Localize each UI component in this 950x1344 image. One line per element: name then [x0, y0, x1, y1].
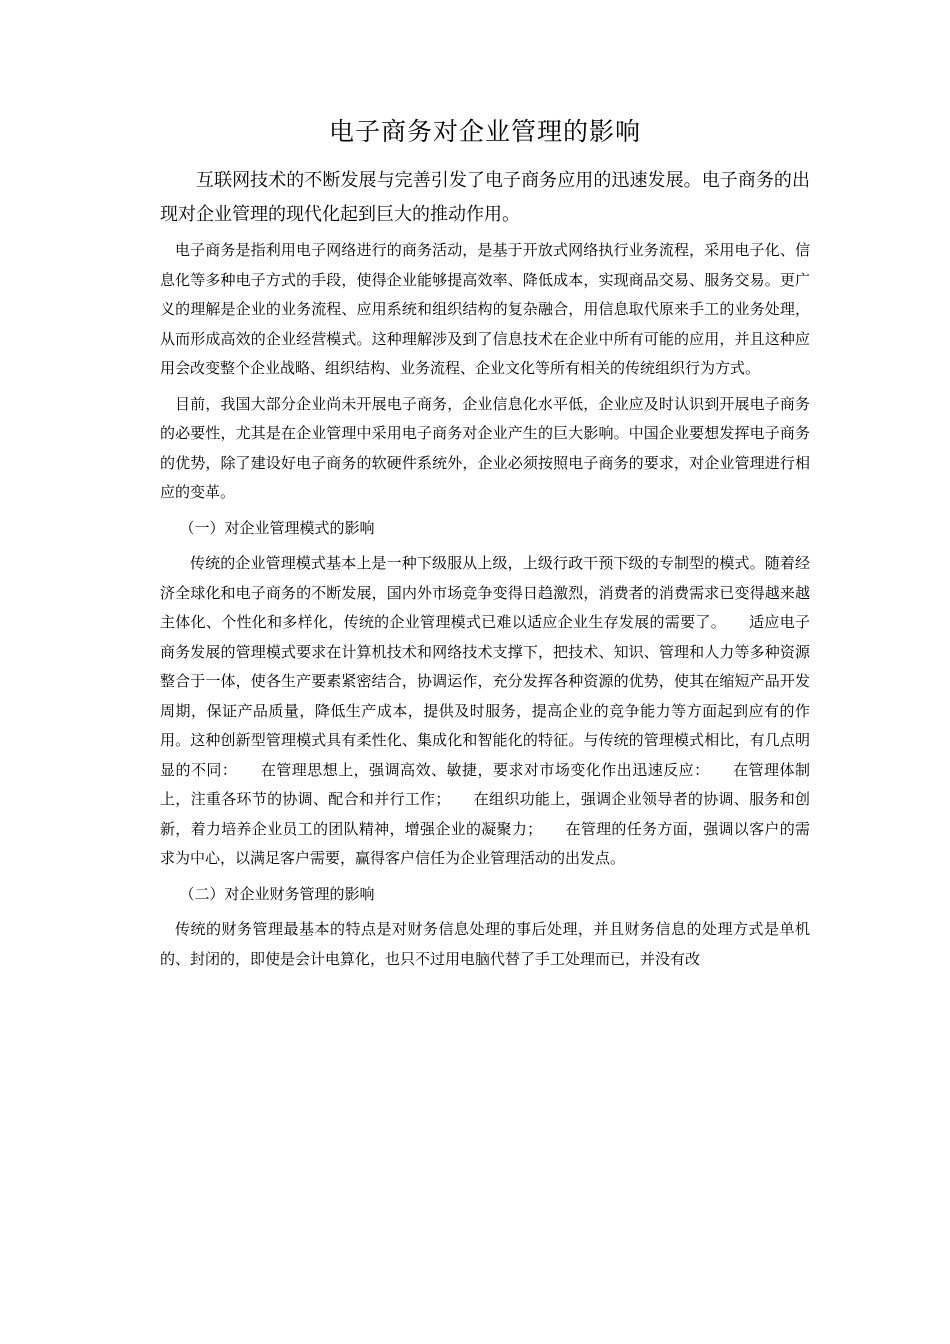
document-title: 电子商务对企业管理的影响 — [328, 117, 641, 146]
intro-paragraph: 互联网技术的不断发展与完善引发了电子商务应用的迅速发展。电子商务的出现对企业管理的现代化起到巨大的推动作用。 — [160, 170, 810, 225]
body-paragraph-3: 传统的企业管理模式基本上是一种下级服从上级，上级行政干预下级的专制型的模式。随着经济全球化和电子商务的不断发展，国内外市场竞争变得日趋激烈，消费者的消费需求已变得越来越主体化、个性化和多样化，传统的企业管理模式已难以适应企业生存发展的需要了。 适应电子商务发展的管理模式要求在计算机技术和网络技术支撑下，把技术、知识、管理和人力等多种资源整合于一体，使各生产要素紧密结合，协调运作，充分发挥各种资源的优势，使其在缩短产品开发周期，保证产品质量，降低生产成本，提供及时服务，提高企业的竞争能力等方面起到应有的作用。这种创新型管理模式具有柔性化、集成化和智能化的特征。与传统的管理模式相比，有几点明显的不同： 在管理思想上，强调高效、敏捷，要求对市场变化作出迅速反应： 在管理体制上，注重各环节的协调、配合和并行工作； 在组织功能上，强调企业领导者的协调、服务和创新，着力培养企业员工的团队精神，增强企业的凝聚力； 在管理的任务方面，强调以客户的需求为中心，以满足客户需要，赢得客户信任为企业管理活动的出发点。 — [160, 554, 810, 867]
body-paragraph-1: 电子商务是指利用电子网络进行的商务活动，是基于开放式网络执行业务流程，采用电子化、信息化等多种电子方式的手段，使得企业能够提高效率、降低成本，实现商品交易、服务交易。更广义的理解是企业的业务流程、应用系统和组织结构的复杂融合，用信息取代原来手工的业务处理，从而形成高效的企业经营模式。这种理解涉及到了信息技术在企业中所有可能的应用，并且这种应用会改变整个企业战略、组织结构、业务流程、企业文化等所有相关的传统组织行为方式。 — [160, 241, 810, 377]
section-heading-1: （一）对企业管理模式的影响 — [179, 518, 375, 537]
body-paragraph-2: 目前，我国大部分企业尚未开展电子商务，企业信息化水平低，企业应及时认识到开展电子商务的必要性，尤其是在企业管理中采用电子商务对企业产生的巨大影响。中国企业要想发挥电子商务的优势，除了建设好电子商务的软硬件系统外，企业必须按照电子商务的要求，对企业管理进行相应的变革。 — [160, 394, 810, 501]
document-page — [160, 112, 810, 980]
body-paragraph-4: 传统的财务管理最基本的特点是对财务信息处理的事后处理，并且财务信息的处理方式是单机的、封闭的，即使是会计电算化，也只不过用电脑代替了手工处理而已，并没有改 — [160, 920, 810, 968]
section-heading-2: （二）对企业财务管理的影响 — [179, 884, 375, 903]
